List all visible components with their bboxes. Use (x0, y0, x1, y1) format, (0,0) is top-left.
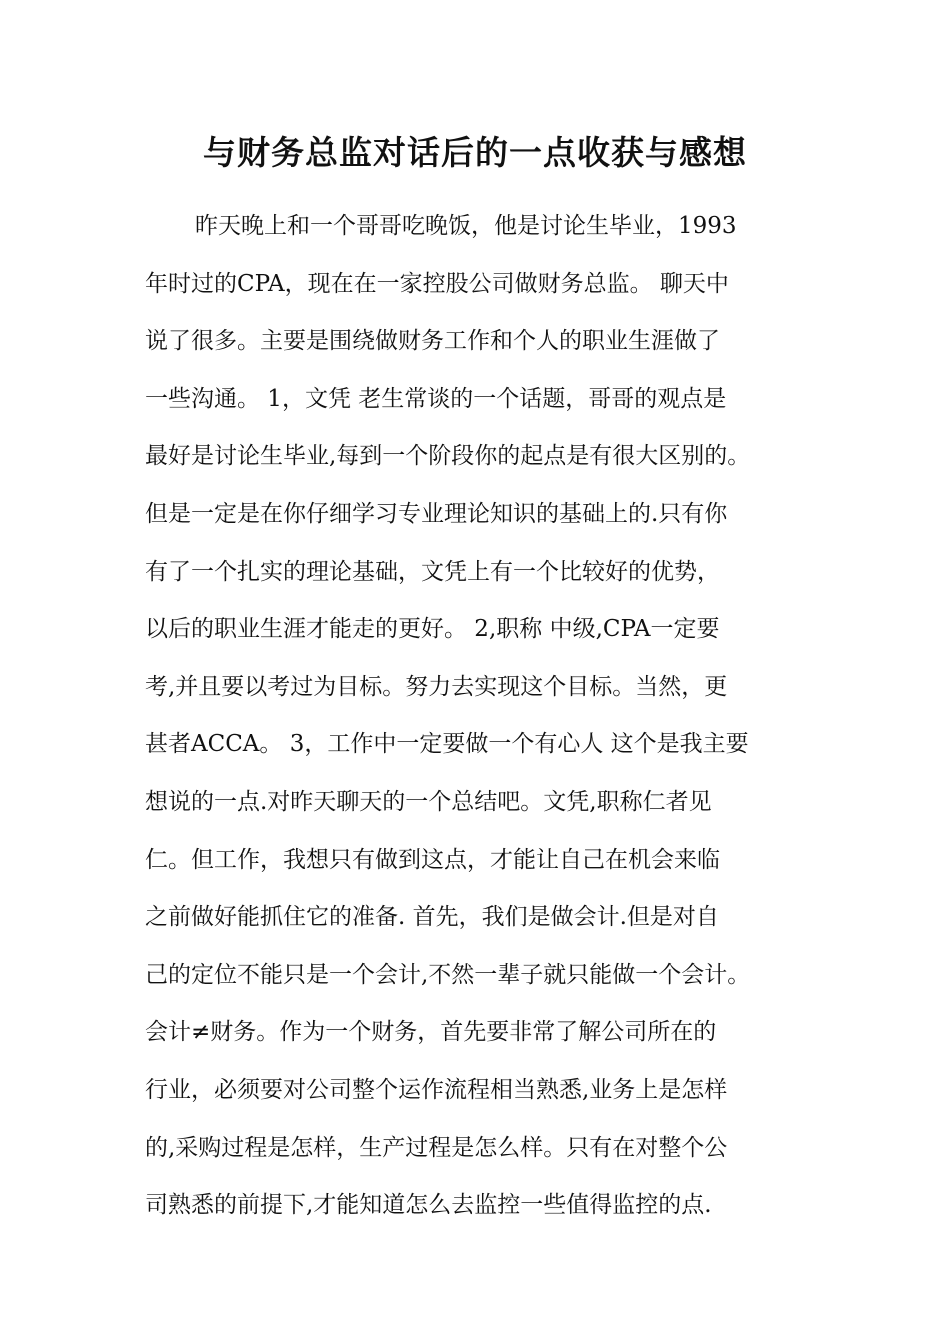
paragraph-line: 以后的职业生涯才能走的更好。 2,职称 中级,CPA一定要 (145, 616, 720, 643)
paragraph-line: 但是一定是在你仔细学习专业理论知识的基础上的.只有你 (145, 500, 728, 527)
paragraph-line: 有了一个扎实的理论基础，文凭上有一个比较好的优势， (145, 558, 720, 585)
paragraph-line: 的,采购过程是怎样，生产过程是怎么样。只有在对整个公 (145, 1134, 728, 1161)
paragraph-line: 己的定位不能只是一个会计,不然一辈子就只能做一个会计。 (145, 961, 751, 988)
paragraph-line: 一些沟通。 1，文凭 老生常谈的一个话题，哥哥的观点是 (145, 385, 727, 412)
paragraph-line: 甚者ACCA。 3，工作中一定要做一个有心人 这个是我主要 (145, 731, 749, 758)
paragraph-line: 说了很多。主要是围绕做财务工作和个人的职业生涯做了 (145, 328, 720, 355)
paragraph-line: 之前做好能抓住它的准备. 首先，我们是做会计.但是对自 (145, 904, 719, 931)
paragraph-line: 想说的一点.对昨天聊天的一个总结吧。文凭,职称仁者见 (145, 788, 712, 815)
document-body (145, 198, 825, 1235)
paragraph-line: 考,并且要以考过为目标。努力去实现这个目标。当然，更 (145, 673, 728, 700)
paragraph-line: 年时过的CPA，现在在一家控股公司做财务总监。 聊天中 (145, 270, 729, 297)
paragraph-line: 最好是讨论生毕业,每到一个阶段你的起点是有很大区别的。 (145, 443, 751, 470)
paragraph-line: 仁。但工作，我想只有做到这点，才能让自己在机会来临 (145, 846, 720, 873)
document-title: 与财务总监对话后的一点收获与感想 (203, 133, 747, 172)
paragraph-line: 司熟悉的前提下,才能知道怎么去监控一些值得监控的点. (145, 1192, 712, 1219)
paragraph-line: 行业，必须要对公司整个运作流程相当熟悉,业务上是怎样 (145, 1076, 728, 1103)
paragraph-line: 会计≠财务。作为一个财务，首先要非常了解公司所在的 (145, 1019, 717, 1046)
paragraph-line: 昨天晚上和一个哥哥吃晚饭，他是讨论生毕业，1993 (195, 213, 737, 239)
